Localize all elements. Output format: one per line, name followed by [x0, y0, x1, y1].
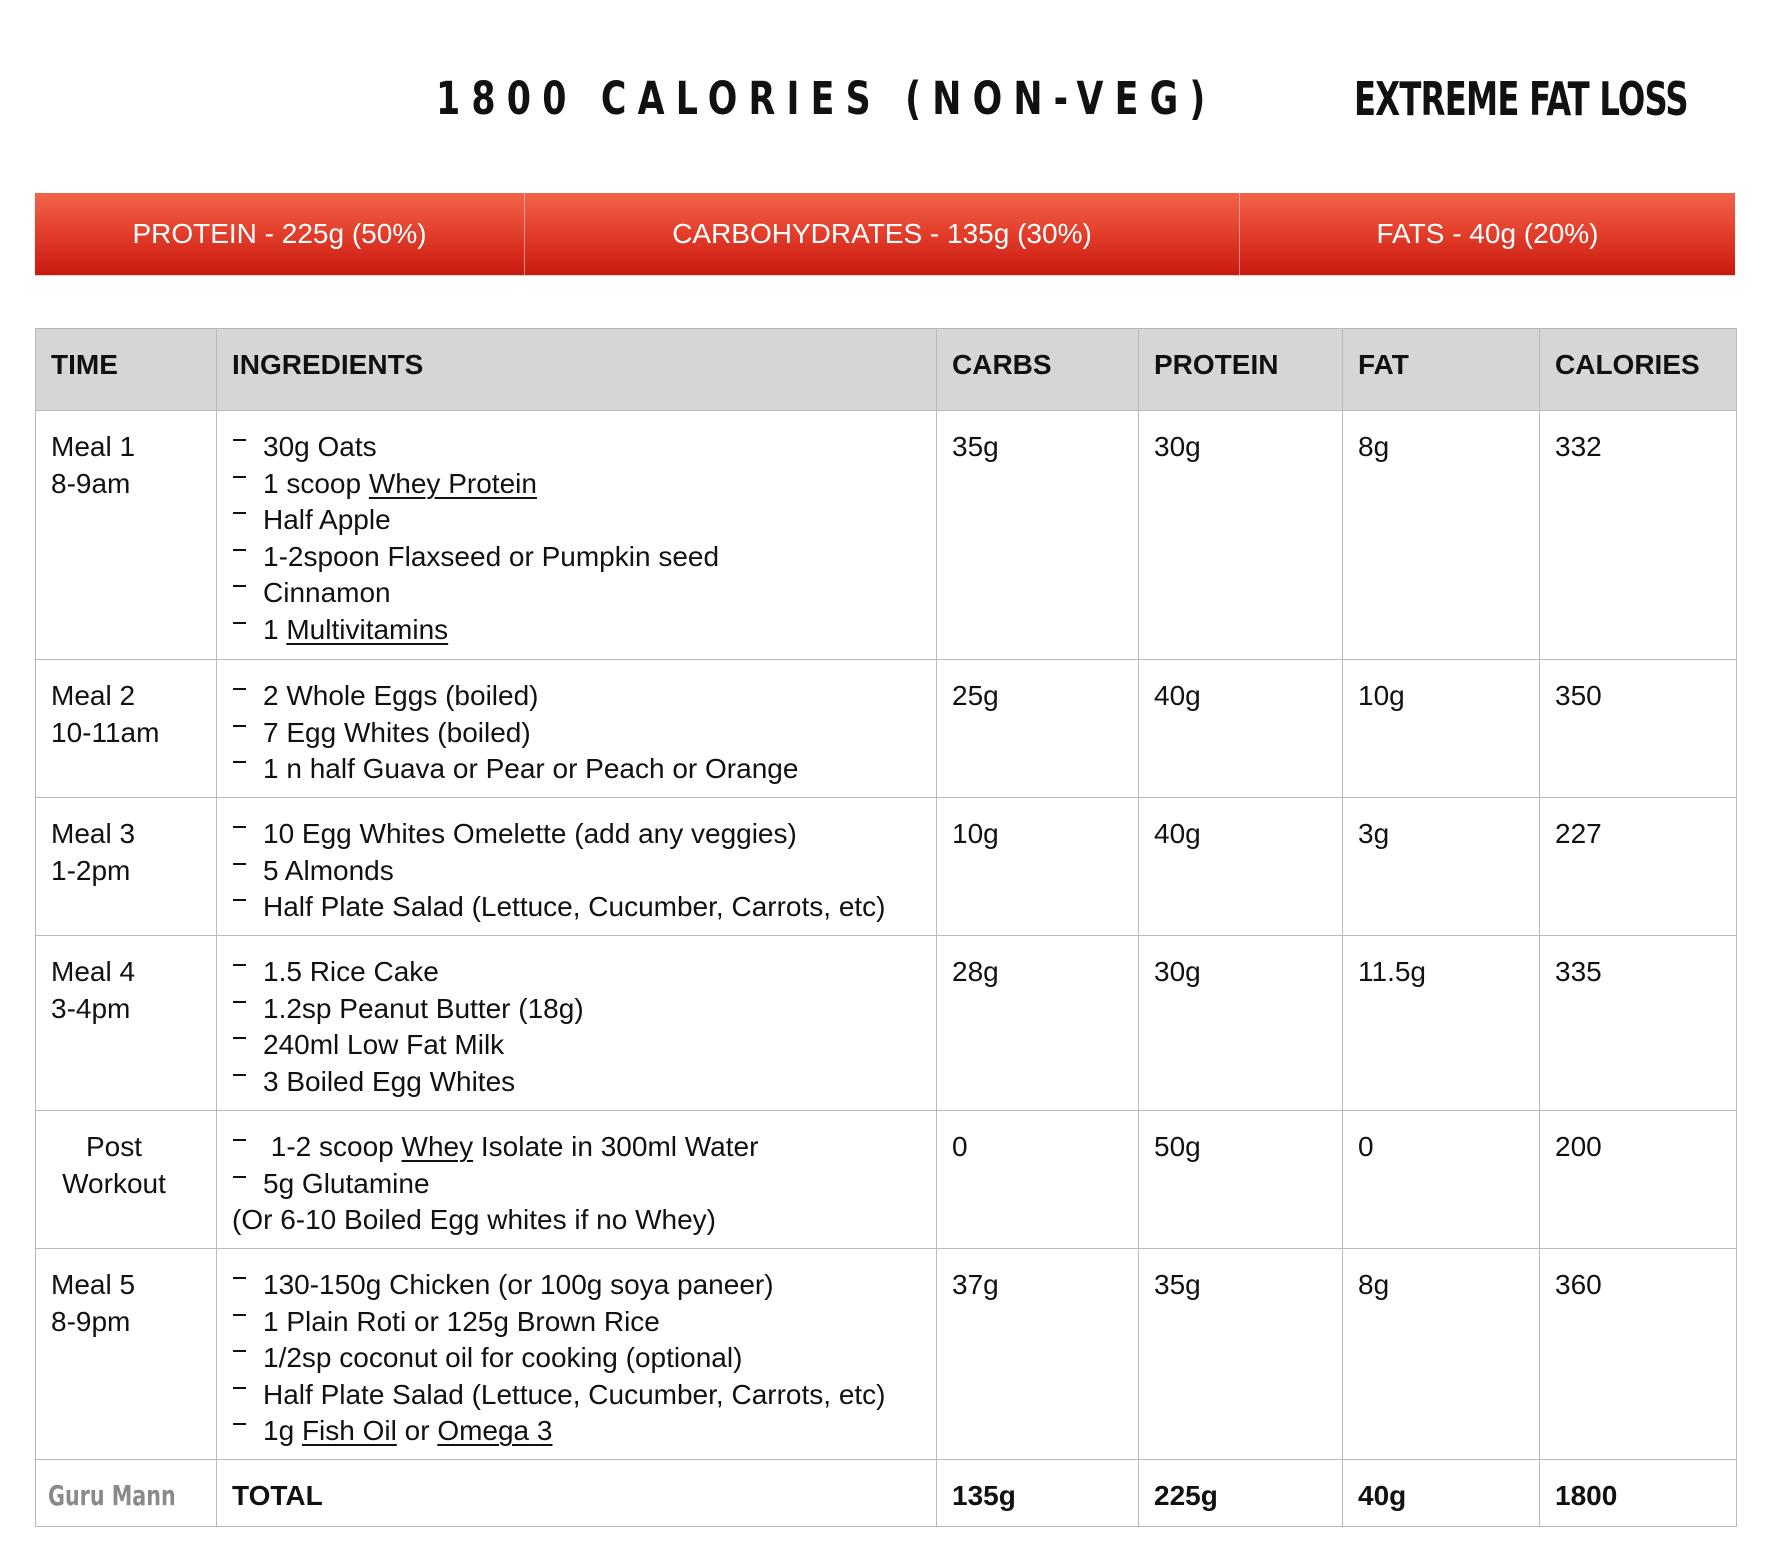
meal-protein: 30g — [1139, 936, 1343, 1111]
ingredient-text: 2 Whole Eggs (boiled) — [263, 680, 539, 711]
ingredient-item — [232, 1064, 936, 1101]
table-row — [36, 1249, 1737, 1460]
meal-ingredients — [217, 798, 937, 936]
meal-protein: 40g — [1139, 798, 1343, 936]
page-subtitle: EXTREME FAT LOSS — [1354, 72, 1688, 126]
ingredient-text: 1/2sp coconut oil for cooking (optional) — [263, 1342, 743, 1373]
total-calories: 1800 — [1540, 1460, 1737, 1527]
ingredient-text: 1-2spoon Flaxseed or Pumpkin seed — [263, 540, 720, 572]
table-row — [36, 1111, 1737, 1249]
meal-time: Meal 4 3-4pm — [36, 936, 217, 1111]
total-row — [36, 1460, 1737, 1527]
meal-carbs: 28g — [937, 936, 1139, 1111]
meal-ingredients — [217, 660, 937, 798]
ingredient-list — [232, 678, 936, 788]
ingredient-text: Half Plate Salad (Lettuce, Cucumber, Carrots, etc) — [263, 891, 886, 922]
ingredient-item — [232, 1304, 936, 1341]
total-fat: 40g — [1343, 1460, 1540, 1527]
meal-ingredients — [217, 936, 937, 1111]
ingredient-text: Isolate in 300ml Water — [473, 1131, 759, 1162]
ingredient-list — [232, 429, 936, 648]
ingredient-link[interactable]: Whey Protein — [368, 467, 537, 499]
table-row — [36, 798, 1737, 936]
meal-carbs: 10g — [937, 798, 1139, 936]
meal-calories: 350 — [1540, 660, 1737, 798]
ingredient-text: 7 Egg Whites (boiled) — [263, 716, 531, 748]
page-title: 1800 CALORIES (NON-VEG) — [436, 72, 1217, 125]
ingredient-text: 1 scoop — [263, 467, 369, 499]
meal-calories: 200 — [1540, 1111, 1737, 1249]
ingredient-item — [232, 1129, 936, 1166]
ingredient-item — [232, 1166, 936, 1203]
meal-protein: 30g — [1139, 411, 1343, 660]
total-label: TOTAL — [217, 1460, 937, 1527]
ingredient-text: Half Apple — [263, 504, 391, 535]
meal-calories: 335 — [1540, 936, 1737, 1111]
ingredient-text: Cinnamon — [263, 577, 391, 608]
meal-ingredients — [217, 411, 937, 660]
meal-carbs: 35g — [937, 411, 1139, 660]
meal-fat: 10g — [1343, 660, 1540, 798]
total-protein: 225g — [1139, 1460, 1343, 1527]
meal-fat: 0 — [1343, 1111, 1540, 1249]
meal-ingredients — [217, 1111, 937, 1249]
ingredient-item — [232, 539, 936, 576]
ingredient-item — [232, 715, 936, 752]
table-header-row — [36, 329, 1737, 411]
ingredient-item — [232, 1340, 936, 1377]
meal-time: Meal 5 8-9pm — [36, 1249, 217, 1460]
ingredient-list — [232, 1129, 936, 1202]
ingredient-text: 1.2sp Peanut Butter (18g) — [263, 992, 584, 1024]
meal-fat: 11.5g — [1343, 936, 1540, 1111]
header-calories: CALORIES — [1540, 329, 1737, 411]
ingredient-item — [232, 575, 936, 612]
header-ingredients: INGREDIENTS — [217, 329, 937, 411]
ingredient-item — [232, 612, 936, 649]
ingredient-link[interactable]: Omega 3 — [437, 1415, 553, 1446]
ingredient-text: Half Plate Salad (Lettuce, Cucumber, Carrots, etc) — [263, 1378, 886, 1410]
brand-cell — [36, 1460, 217, 1527]
ingredient-item — [232, 1377, 936, 1414]
meal-protein: 35g — [1139, 1249, 1343, 1460]
ingredient-item — [232, 1413, 936, 1450]
table-row — [36, 660, 1737, 798]
macro-fats: FATS - 40g (20%) — [1376, 218, 1599, 249]
ingredient-item — [232, 816, 936, 853]
header-time: TIME — [36, 329, 217, 411]
meal-calories: 332 — [1540, 411, 1737, 660]
meal-carbs: 25g — [937, 660, 1139, 798]
header-protein: PROTEIN — [1139, 329, 1343, 411]
ingredient-text: 5 Almonds — [263, 854, 394, 886]
meal-fat: 8g — [1343, 411, 1540, 660]
ingredient-text: or — [396, 1415, 438, 1446]
header-carbs: CARBS — [937, 329, 1139, 411]
ingredient-list — [232, 954, 936, 1100]
ingredient-text: 3 Boiled Egg Whites — [263, 1065, 516, 1097]
ingredient-text: 10 Egg Whites Omelette (add any veggies) — [263, 818, 797, 849]
ingredient-link[interactable]: Whey — [401, 1131, 474, 1162]
ingredient-item — [232, 678, 936, 715]
ingredient-item — [232, 889, 936, 926]
macro-summary-bar — [35, 193, 1735, 275]
total-carbs: 135g — [937, 1460, 1139, 1527]
ingredient-text: 1-2 scoop — [263, 1131, 402, 1162]
ingredient-text: 130-150g Chicken (or 100g soya paneer) — [263, 1269, 774, 1300]
ingredient-text: 1g — [263, 1415, 302, 1446]
ingredient-text: 5g Glutamine — [263, 1167, 430, 1199]
ingredient-link[interactable]: Multivitamins — [286, 613, 449, 645]
ingredient-item — [232, 853, 936, 890]
ingredient-list — [232, 816, 936, 926]
ingredient-item — [232, 466, 936, 503]
ingredient-item — [232, 991, 936, 1028]
meal-carbs: 37g — [937, 1249, 1139, 1460]
ingredient-note: (Or 6-10 Boiled Egg whites if no Whey) — [232, 1204, 716, 1235]
ingredient-item — [232, 429, 936, 466]
ingredient-link[interactable]: Fish Oil — [301, 1415, 397, 1446]
ingredient-text: 30g Oats — [263, 431, 377, 462]
meal-time: Post Workout — [36, 1111, 217, 1249]
header-fat: FAT — [1343, 329, 1540, 411]
ingredient-item — [232, 502, 936, 539]
ingredient-text: 1 n half Guava or Pear or Peach or Orange — [263, 753, 799, 784]
ingredient-item — [232, 751, 936, 788]
ingredient-text: 240ml Low Fat Milk — [263, 1029, 505, 1060]
table-row — [36, 936, 1737, 1111]
meal-ingredients — [217, 1249, 937, 1460]
meal-carbs: 0 — [937, 1111, 1139, 1249]
ingredient-item — [232, 1267, 936, 1304]
macro-protein: PROTEIN - 225g (50%) — [35, 193, 525, 275]
meal-plan-table — [35, 328, 1737, 1527]
ingredient-item — [232, 1027, 936, 1064]
meal-time: Meal 2 10-11am — [36, 660, 217, 798]
brand-logo: Guru Mann — [48, 1479, 176, 1512]
ingredient-list — [232, 1267, 936, 1450]
meal-calories: 227 — [1540, 798, 1737, 936]
meal-fat: 8g — [1343, 1249, 1540, 1460]
macro-carbohydrates: CARBOHYDRATES - 135g (30%) — [525, 193, 1240, 275]
meal-fat: 3g — [1343, 798, 1540, 936]
meal-time: Meal 3 1-2pm — [36, 798, 217, 936]
meal-protein: 50g — [1139, 1111, 1343, 1249]
ingredient-text: 1 Plain Roti or 125g Brown Rice — [263, 1305, 660, 1337]
meal-time: Meal 1 8-9am — [36, 411, 217, 660]
ingredient-text: 1 — [263, 613, 287, 645]
meal-protein: 40g — [1139, 660, 1343, 798]
meal-calories: 360 — [1540, 1249, 1737, 1460]
table-row — [36, 411, 1737, 660]
ingredient-text: 1.5 Rice Cake — [263, 956, 439, 987]
ingredient-item — [232, 954, 936, 991]
